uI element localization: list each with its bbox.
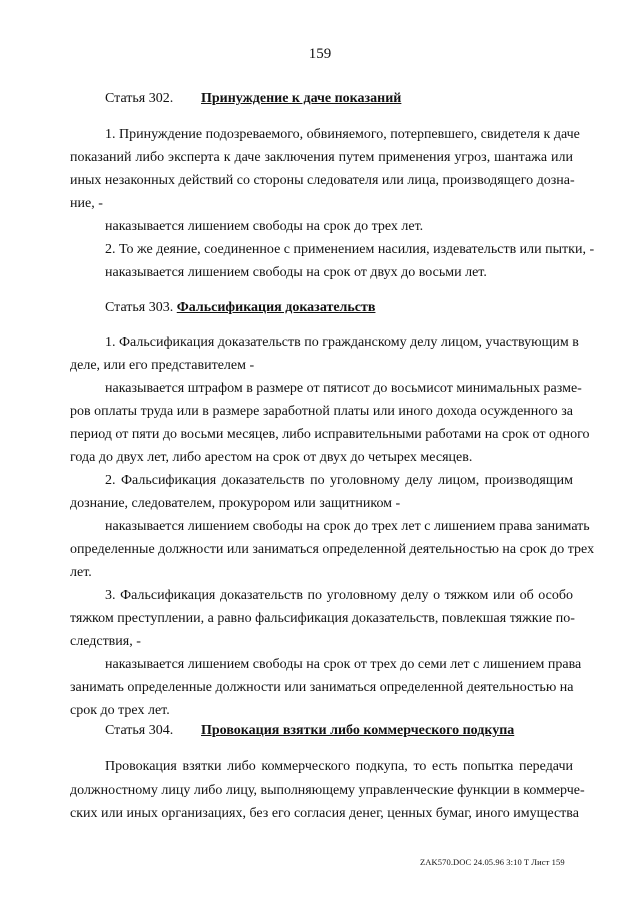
paragraph-line: ских или иных организациях, без его согласия денег, ценных бумаг, иного имущества — [70, 806, 579, 821]
paragraph-line: срок до трех лет. — [70, 703, 170, 718]
paragraph-line: наказывается лишением свободы на срок до трех лет. — [105, 219, 424, 234]
article-304-number: Статья 304. — [105, 723, 174, 738]
paragraph-line: 2. Фальсификация доказательств по уголовному делу лицом, производящим — [105, 473, 573, 488]
article-304-title: Провокация взятки либо коммерческого подкупа — [201, 723, 515, 738]
paragraph-line: ров оплаты труда или в размере заработной платы или иного дохода осужденного за — [70, 404, 573, 419]
paragraph-line: Провокация взятки либо коммерческого подкупа, то есть попытка передачи — [105, 759, 573, 774]
article-303-heading — [105, 300, 375, 316]
paragraph-line: наказывается штрафом в размере от пятисот до восьмисот минимальных разме- — [105, 381, 582, 396]
paragraph-line: определенные должности или заниматься определенной деятельностью на срок до трех — [70, 542, 595, 557]
article-302-heading — [105, 91, 401, 107]
page-number: 159 — [308, 46, 332, 62]
paragraph-line: 1. Принуждение подозреваемого, обвиняемого, потерпевшего, свидетеля к даче — [105, 127, 580, 142]
paragraph-line: 3. Фальсификация доказательств по уголовному делу о тяжком или об особо — [105, 588, 573, 603]
article-304-heading — [105, 723, 514, 739]
article-303-number: Статья 303. — [105, 300, 174, 315]
article-303-title: Фальсификация доказательств — [176, 300, 376, 315]
paragraph-line: период от пяти до восьми месяцев, либо исправительными работами на срок от одного — [70, 427, 590, 442]
paragraph-line: 1. Фальсификация доказательств по гражданскому делу лицом, участвующим в — [105, 335, 579, 350]
paragraph-line: занимать определенные должности или заниматься определенной деятельностью на — [70, 680, 574, 695]
paragraph-line: наказывается лишением свободы на срок от трех до семи лет с лишением права — [105, 657, 582, 672]
paragraph-line: наказывается лишением свободы на срок до трех лет с лишением права занимать — [105, 519, 590, 534]
paragraph-line: деле, или его представителем - — [70, 358, 255, 373]
paragraph-line: показаний либо эксперта к даче заключения путем применения угроз, шантажа или — [70, 150, 573, 165]
paragraph-line: 2. То же деяние, соединенное с применением насилия, издевательств или пытки, - — [105, 242, 595, 257]
article-302-title: Принуждение к даче показаний — [201, 91, 402, 106]
paragraph-line: наказывается лишением свободы на срок от двух до восьми лет. — [105, 265, 487, 280]
article-302-number: Статья 302. — [105, 91, 174, 106]
paragraph-line: ние, - — [70, 196, 103, 211]
paragraph-line: дознание, следователем, прокурором или защитником - — [70, 496, 401, 511]
paragraph-line: следствия, - — [70, 634, 141, 649]
paragraph-line: должностному лицу либо лицу, выполняющему управленческие функции в коммерче- — [70, 783, 585, 798]
paragraph-line: года до двух лет, либо арестом на срок от двух до четырех месяцев. — [70, 450, 473, 465]
document-footer: ZAK570.DOC 24.05.96 3:10 T Лист 159 — [420, 857, 565, 867]
paragraph-line: тяжком преступлении, а равно фальсификация доказательств, повлекшая тяжкие по- — [70, 611, 575, 626]
paragraph-line: иных незаконных действий со стороны следователя или лица, производящего дозна- — [70, 173, 575, 188]
paragraph-line: лет. — [70, 565, 92, 580]
